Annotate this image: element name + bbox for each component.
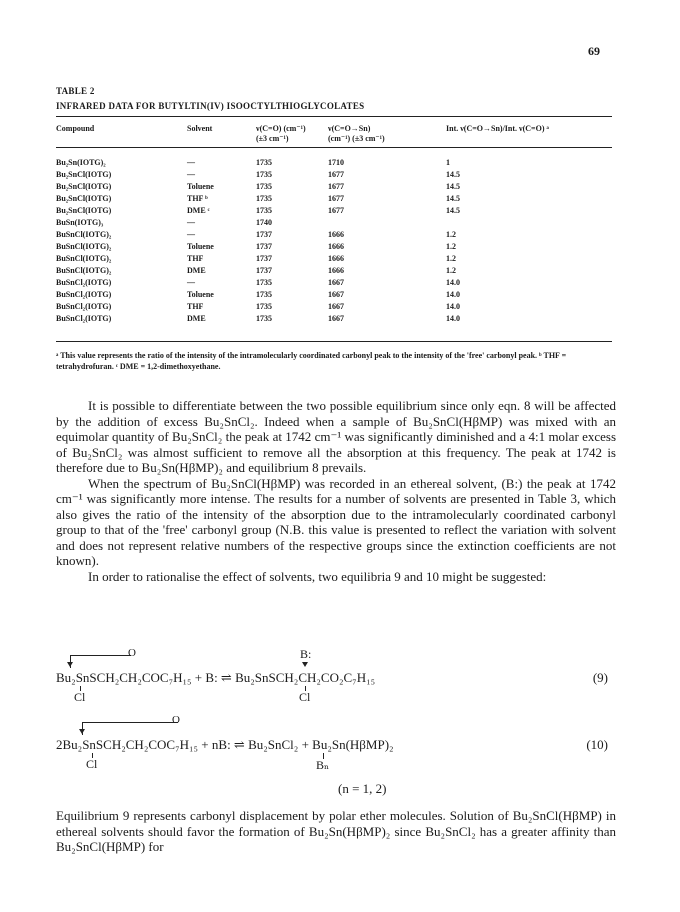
coordination-arrow-icon [79, 729, 85, 734]
cell-solvent: DME ᶜ [187, 206, 210, 215]
cell-compound: Bu₂SnCl(IOTG) [56, 182, 112, 191]
cell-co: 1737 [256, 266, 272, 275]
header-solvent: Solvent [187, 124, 213, 133]
table-row [56, 182, 612, 192]
table-row [56, 290, 612, 300]
cell-solvent: THF [187, 254, 204, 263]
header-co-error: (±3 cm⁻¹) [256, 134, 289, 143]
cell-solvent: THF [187, 302, 204, 311]
cell-solvent: Toluene [187, 290, 214, 299]
cell-solvent: Toluene [187, 182, 214, 191]
table-row [56, 266, 612, 276]
paragraph: When the spectrum of Bu₂SnCl(HβMP) was recorded in an ethereal solvent, (B:) the peak at 1742 cm⁻¹ was significantly more intense. The results for a number of solvents are presented in Table 3, which also gives the ratio of the intensity of the absorption due to the intramolecularly coordinated carbonyl group to that of the 'free' carbonyl group (N.B. this value is presented to reflect the variation with solvent and does not represent relative numbers of the respective groups since the extinction coefficients are not known). [56, 475, 616, 568]
cell-ratio: 14.0 [446, 290, 460, 299]
cell-co: 1735 [256, 290, 272, 299]
table-row [56, 230, 612, 240]
cell-co: 1735 [256, 302, 272, 311]
cell-co: 1740 [256, 218, 272, 227]
table-row [56, 218, 612, 228]
n-values: (n = 1, 2) [338, 781, 387, 796]
table-row [56, 278, 612, 288]
cell-compound: BuSnCl(IOTG)₂ [56, 242, 112, 251]
cell-ratio: 14.5 [446, 194, 460, 203]
cell-solvent: — [187, 278, 195, 287]
chlorine-left: Cl [74, 690, 86, 704]
table-header-rule [56, 147, 612, 148]
cell-ratio: 14.5 [446, 170, 460, 179]
cell-cosn: 1666 [328, 230, 344, 239]
equation-number-10: (10) [586, 737, 608, 752]
cell-solvent: — [187, 170, 195, 179]
table-row [56, 302, 612, 312]
table-title: INFRARED DATA FOR BUTYLTIN(IV) ISOOCTYLTHIOGLYCOLATES [56, 101, 365, 111]
cell-cosn: 1677 [328, 194, 344, 203]
cell-cosn: 1677 [328, 182, 344, 191]
table-label: TABLE 2 [56, 86, 95, 96]
cell-compound: BuSnCl₂(IOTG) [56, 278, 112, 287]
cell-ratio: 14.0 [446, 314, 460, 323]
table-row [56, 194, 612, 204]
coordination-arrow-icon [67, 662, 73, 667]
cell-ratio: 14.0 [446, 278, 460, 287]
cell-co: 1737 [256, 254, 272, 263]
cell-ratio: 14.5 [446, 182, 460, 191]
carbonyl-oxygen: O [128, 647, 136, 659]
cell-co: 1735 [256, 206, 272, 215]
table-top-rule [56, 116, 612, 117]
cell-cosn: 1710 [328, 158, 344, 167]
header-cosn: ν(C=O→Sn) [328, 124, 371, 133]
cell-co: 1735 [256, 170, 272, 179]
cell-compound: BuSnCl₂(IOTG) [56, 314, 112, 323]
paragraph: In order to rationalise the effect of solvents, two equilibria 9 and 10 might be suggested: [88, 568, 547, 584]
cell-cosn: 1666 [328, 254, 344, 263]
cell-co: 1735 [256, 158, 272, 167]
cell-solvent: DME [187, 314, 206, 323]
cell-co: 1737 [256, 230, 272, 239]
cell-compound: BuSnCl(IOTG)₂ [56, 230, 112, 239]
base-coordination-arrow-icon [302, 662, 308, 667]
cell-ratio: 14.0 [446, 302, 460, 311]
cell-compound: BuSnCl(IOTG)₂ [56, 266, 112, 275]
table-row [56, 158, 612, 168]
chlorine: Cl [86, 757, 98, 771]
cell-compound: BuSnCl₂(IOTG) [56, 302, 112, 311]
cell-solvent: — [187, 230, 195, 239]
base-ligand: B: [300, 647, 312, 661]
cell-cosn: 1667 [328, 314, 344, 323]
table-row [56, 314, 612, 324]
cell-solvent: — [187, 218, 195, 227]
header-ratio: Int. ν(C=O→Sn)/Int. ν(C=O) ᵃ [446, 124, 549, 133]
closing-text [56, 808, 616, 855]
cell-compound: Bu₂Sn(IOTG)₂ [56, 158, 106, 167]
paragraph: It is possible to differentiate between the two possible equilibrium since only eqn. 8 will be affected by the addition of excess Bu₂SnCl₂. Indeed when a sample of Bu₂SnCl(HβMP) was mixed with an equimolar quantity of Bu₂SnCl₂ the peak at 1742 cm⁻¹ was significantly diminished and a 4:1 molar excess of Bu₂SnCl₂ was almost sufficient to remove all the absorption at this frequency. The peak at 1742 is therefore due to Bu₂Sn(HβMP)₂ and equilibrium 8 prevails. [56, 398, 616, 475]
cell-co: 1735 [256, 314, 272, 323]
cell-ratio: 14.5 [446, 206, 460, 215]
paragraph: Equilibrium 9 represents carbonyl displacement by polar ether molecules. Solution of Bu₂SnCl(HβMP) in ethereal solvents should favor the formation of Bu₂Sn(HβMP)₂ since Bu₂SnCl₂ has a greater affinity than Bu₂SnCl(HβMP) for [56, 808, 616, 854]
cell-cosn: 1666 [328, 242, 344, 251]
cell-solvent: — [187, 158, 195, 167]
cell-solvent: THF ᵇ [187, 194, 208, 203]
cell-co: 1735 [256, 194, 272, 203]
cell-co: 1737 [256, 242, 272, 251]
equation-10-formula: 2Bu₂SnSCH₂CH₂COC₇H₁₅ + nB: ⇌ Bu₂SnCl₂ + Bu₂Sn(HβMP)₂ [56, 737, 394, 752]
table-row [56, 206, 612, 216]
cell-cosn: 1677 [328, 170, 344, 179]
cell-solvent: Toluene [187, 242, 214, 251]
table-row [56, 170, 612, 180]
cell-ratio: 1.2 [446, 230, 456, 239]
cell-compound: Bu₂SnCl(IOTG) [56, 206, 112, 215]
cell-compound: BuSnCl₂(IOTG) [56, 290, 112, 299]
cell-solvent: DME [187, 266, 206, 275]
carbonyl-oxygen: O [172, 714, 180, 726]
cell-cosn: 1667 [328, 302, 344, 311]
header-co: ν(C=O) (cm⁻¹) [256, 124, 306, 133]
cell-ratio: 1.2 [446, 266, 456, 275]
coordination-bracket [70, 655, 131, 668]
base-ligand-n: Bₙ [316, 758, 330, 772]
coordination-bracket [82, 722, 178, 735]
body-text [56, 398, 616, 584]
cell-compound: BuSnCl(IOTG)₂ [56, 254, 112, 263]
cell-co: 1735 [256, 182, 272, 191]
cell-compound: BuSn(IOTG)₃ [56, 218, 104, 227]
header-cosn-units: (cm⁻¹) (±3 cm⁻¹) [328, 134, 385, 143]
cell-compound: Bu₂SnCl(IOTG) [56, 194, 112, 203]
chlorine-right: Cl [299, 690, 311, 704]
cell-cosn: 1666 [328, 266, 344, 275]
equation-number-9: (9) [592, 670, 608, 685]
cell-cosn: 1667 [328, 290, 344, 299]
equation-9-formula: Bu₂SnSCH₂CH₂COC₇H₁₅ + B: ⇌ Bu₂SnSCH₂CH₂CO₂C₇H₁₅ [56, 670, 376, 685]
cell-co: 1735 [256, 278, 272, 287]
cell-ratio: 1.2 [446, 254, 456, 263]
header-compound: Compound [56, 124, 95, 133]
cell-ratio: 1.2 [446, 242, 456, 251]
cell-compound: Bu₂SnCl(IOTG) [56, 170, 112, 179]
table-bottom-rule [56, 341, 612, 342]
table-row [56, 254, 612, 264]
table-row [56, 242, 612, 252]
cell-cosn: 1677 [328, 206, 344, 215]
cell-cosn: 1667 [328, 278, 344, 287]
table-footnote: ᵃ This value represents the ratio of the intensity of the intramolecularly coordinated carbonyl peak to the intensity of the 'free' carbonyl peak. ᵇ THF = tetrahydrofuran. ᶜ DME = 1,2-dimethoxyethane. [56, 351, 567, 371]
cell-ratio: 1 [446, 158, 450, 167]
page-number: 69 [588, 44, 600, 58]
